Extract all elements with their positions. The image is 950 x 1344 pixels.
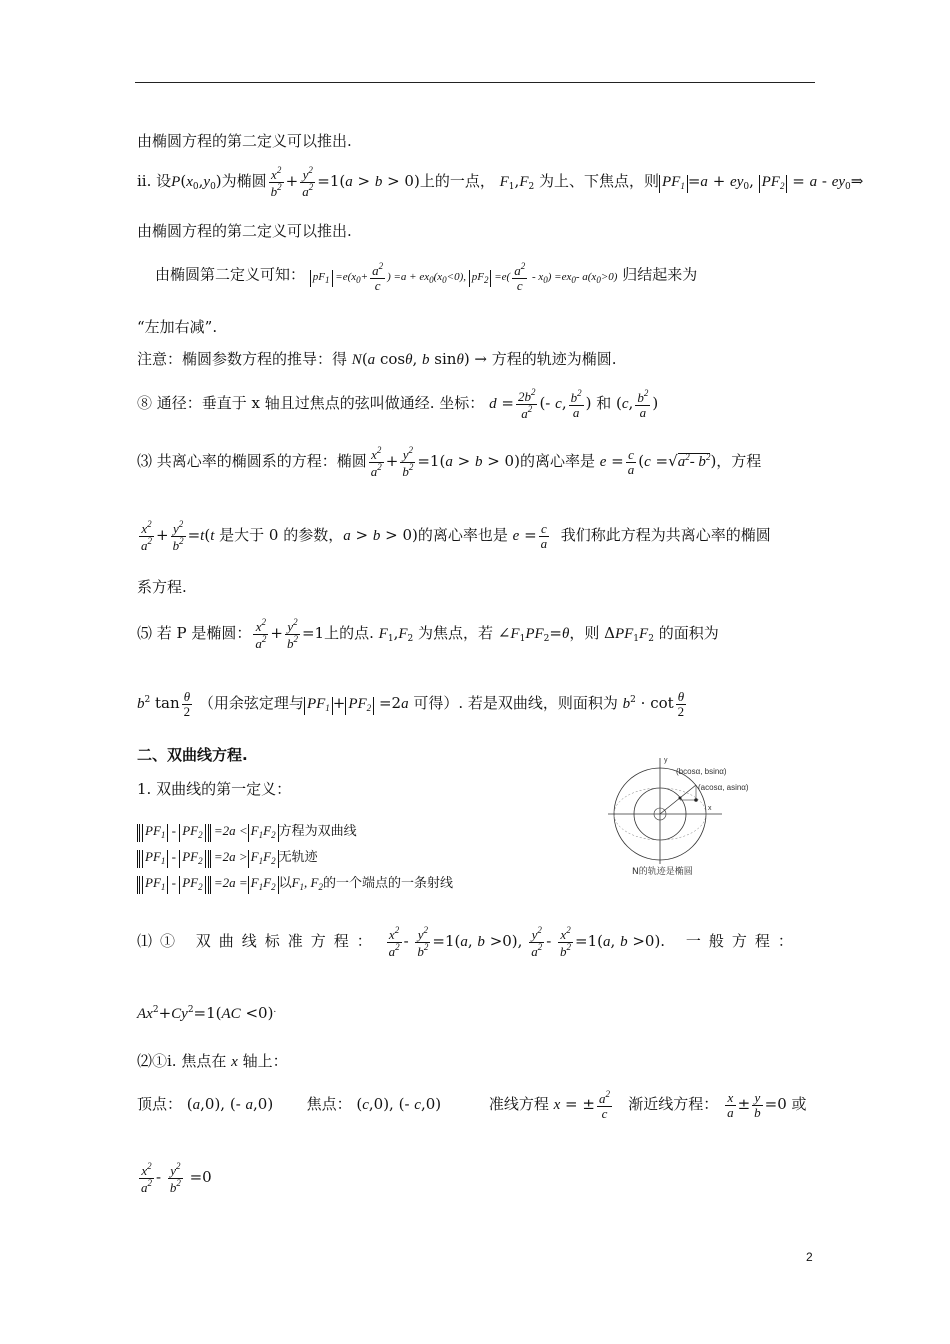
- def-line-3: $PF_1 - PF_2 =2a = F_1F_2$ 以$F_1$, $F_2$的一个端点的一条射线: [137, 872, 453, 894]
- paragraph-1: 由椭圆方程的第二定义可以推出.: [137, 132, 352, 150]
- fig-label-bcos: (bcosα, bsinα): [676, 767, 727, 776]
- page-number: 2: [806, 1250, 813, 1264]
- def-line-1: $PF_1 - PF_2 =2a < F_1F_2$ 方程为双曲线: [137, 820, 357, 842]
- hyperbola-standard-eq: ⑴① 双曲线标准方程： $\frac{x^2}{a^2}$ - $\frac{y^2}{b^2}$ =1(a, b >0), $\frac{y^2}{a^2}$ - $\frac{x^2}{b^2}$ =1(a, b >0). 一般方程：: [137, 925, 801, 959]
- section-5-line-1: ⑸ 若 P 是椭圆： $\frac{x^2}{a^2}$ + $\frac{y^2}{b^2}$ =1上的点. $F_1,F_2$ 为焦点，若 $\angle F_1PF_2=\theta$，则 $\Delta PF_1F_2$ 的面积为: [137, 617, 719, 651]
- def-line-2: $PF_1 - PF_2 =2a > F_1F_2$ 无轨迹: [137, 846, 318, 868]
- hyperbola-focus-x: ⑵①i. 焦点在 x 轴上：: [137, 1052, 288, 1070]
- section-3-line-2: $\frac{x^2}{a^2}$ + $\frac{y^2}{b^2}$ =t(t 是大于 0 的参数，a > b > 0)的离心率也是 e = $\frac{c}{a}$ 我们称此方程为共离心率的椭圆: [141, 519, 771, 553]
- paragraph-4: 由椭圆第二定义可知： $pF_1 =e(x_0+$ $\frac{a^2}{c}$ ) $=a + ex_0(x_0<0)$, $pF_2 =e$( $\frac{a^2}{c}$ - $x_0) =ex_0-$ $a(x_0>0)$ 归结起来为: [155, 261, 698, 293]
- fig-label-acos: (acosα, asinα): [698, 783, 749, 792]
- asymptote-eq-2: $\frac{x^2}{a^2}$ - $\frac{y^2}{b^2}$ =0: [141, 1161, 212, 1195]
- fig-caption: N的轨迹是椭圆: [632, 867, 693, 877]
- paragraph-ii: ii. 设$P(x_0,y_0)$为椭圆 $\frac{x^2}{b^2}$ + $\frac{y^2}{a^2}$ =1(a > b > 0)上的一点， $F_1,F_2$ 为上、下焦点，则 $PF_1 =a + ey_0$, $PF_2 = a$ - $ey_0\Rightarrow$: [137, 165, 864, 199]
- paragraph-5: “左加右减”.: [137, 318, 218, 336]
- note-paragraph: 注意：椭圆参数方程的推导：得 N(a cosθ, b sinθ) → 方程的轨迹为椭圆.: [137, 350, 617, 368]
- section-heading-hyperbola: 二、双曲线方程.: [137, 746, 248, 764]
- section-5-line-2: $b^2$ tan $\frac{\theta}{2}$ （用余弦定理与 $PF_1 + PF_2 =2a$ 可得）. 若是双曲线，则面积为 $b^2 \cdot \cot$ $\frac{\theta}{2}$: [137, 689, 685, 719]
- tongjing-paragraph: ⑧ 通径：垂直于 x 轴且过焦点的弦叫做通经. 坐标： d = $\frac{2b^2}{a^2}$ (- c, $\frac{b^2}{a}$ ) 和 (c, $\frac{b^2}{a}$ ): [137, 387, 659, 421]
- header-rule: [135, 82, 815, 83]
- section-3-line-3: 系方程.: [137, 578, 187, 596]
- ellipse-locus-figure: [604, 752, 772, 877]
- section-3-line-1: ⑶ 共离心率的椭圆系的方程：椭圆 $\frac{x^2}{a^2}$ + $\frac{y^2}{b^2}$ =1(a > b > 0)的离心率是 e = $\frac{c}{a}$ ($c =√a^2-$ $b^2$)，方程: [137, 445, 762, 479]
- hyperbola-general-eq: $Ax^2+Cy^2=1(AC <0)^.$: [137, 1004, 277, 1022]
- hyperbola-def-1: 1. 双曲线的第一定义：: [137, 780, 292, 798]
- hyperbola-properties-line: 顶点： (a,0), (- a,0) 焦点： (c,0), (- c,0) 准线方程 x = ± $\frac{a^2}{c}$ 渐近线方程： $\frac{x}{a}$ ± $\frac{y}{b}$ =0 或: [137, 1089, 807, 1121]
- fig-x-axis-label: x: [708, 805, 712, 812]
- paragraph-3: 由椭圆方程的第二定义可以推出.: [137, 222, 352, 240]
- fig-y-axis-label: y: [664, 757, 668, 764]
